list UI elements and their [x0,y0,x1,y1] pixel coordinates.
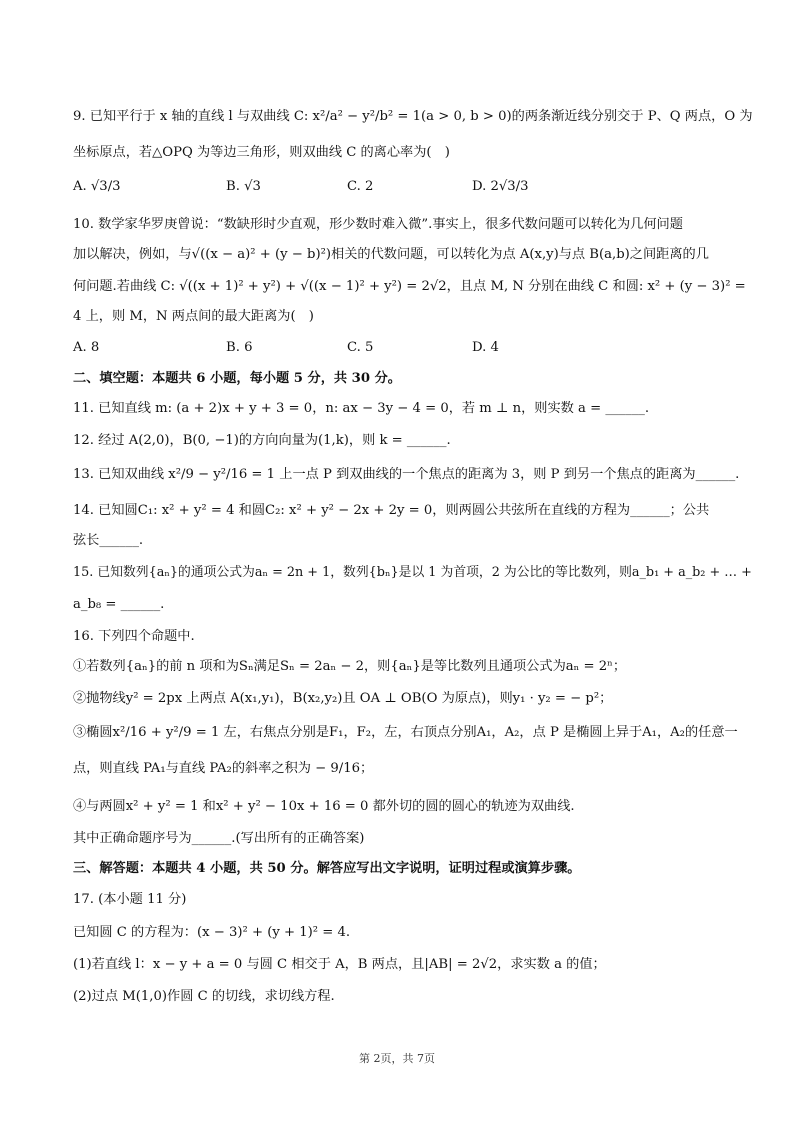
q16-tail: 其中正确命题序号为______.(写出所有的正确答案) [73,831,365,846]
q10-line4: 4 上，则 M，N 两点间的最大距离为( ) [73,309,314,324]
q16-proposition-3b: 点，则直线 PA₁与直线 PA₂的斜率之积为 − 9/16； [73,761,374,776]
q16-proposition-4: ④与两圆x² + y² = 1 和x² + y² − 10x + 16 = 0 都外切的圆的圆心的轨迹为双曲线. [73,799,575,814]
q14-line1: 14. 已知圆C₁: x² + y² = 4 和圆C₂: x² + y² − 2x + 2y = 0，则两圆公共弦所在直线的方程为______；公共 [73,503,710,518]
q16-proposition-3a: ③椭圆x²/16 + y²/9 = 1 左，右焦点分别是F₁，F₂，左，右顶点分别A₁，A₂，点 P 是椭圆上异于A₁，A₂的任意一 [73,725,738,740]
q11: 11. 已知直线 m: (a + 2)x + y + 3 = 0，n: ax − 3y − 4 = 0，若 m ⊥ n，则实数 a = ______. [73,401,650,416]
q10-option-a: A. 8 [73,340,100,355]
q14-line2: 弦长______. [73,533,144,548]
q17-head: 17. (本小题 11 分) [73,892,187,907]
q9-option-b: B. √3 [226,179,261,194]
q17-stem: 已知圆 C 的方程为：(x − 3)² + (y + 1)² = 4. [73,925,351,940]
q16-intro: 16. 下列四个命题中. [73,629,195,644]
q17-part1: (1)若直线 l：x − y + a = 0 与圆 C 相交于 A，B 两点，且|AB| = 2√2，求实数 a 的值； [73,957,606,972]
q16-proposition-1: ①若数列{aₙ}的前 n 项和为Sₙ满足Sₙ = 2aₙ − 2，则{aₙ}是等比数列且通项公式为aₙ = 2ⁿ； [73,659,627,674]
q10-line1: 10. 数学家华罗庚曾说：“数缺形时少直观，形少数时难入微”.事实上，很多代数问题可以转化为几何问题 [73,217,683,232]
q9-line1: 9. 已知平行于 x 轴的直线 l 与双曲线 C: x²/a² − y²/b² = 1(a > 0, b > 0)的两条渐近线分别交于 P、Q 两点，O 为 [73,109,753,124]
q16-proposition-2: ②抛物线y² = 2px 上两点 A(x₁,y₁)，B(x₂,y₂)且 OA ⊥ OB(O 为原点)，则y₁ · y₂ = − p²； [73,691,613,706]
q12: 12. 经过 A(2,0)，B(0, −1)的方向向量为(1,k)，则 k = ______. [73,433,451,448]
q15-line2: a_b₈ = ______. [73,597,165,612]
q10-line2: 加以解决，例如，与√((x − a)² + (y − b)²)相关的代数问题，可以转化为点 A(x,y)与点 B(a,b)之间距离的几 [73,247,709,262]
q9-option-c: C. 2 [347,179,374,194]
section2-heading: 二、填空题：本题共 6 小题，每小题 5 分，共 30 分。 [73,371,401,386]
q10-option-c: C. 5 [347,340,374,355]
page-footer: 第 2页，共 7页 [359,1052,435,1065]
q9-option-d: D. 2√3/3 [472,179,529,194]
q10-line3: 何问题.若曲线 C: √((x + 1)² + y²) + √((x − 1)² + y²) = 2√2，且点 M, N 分别在曲线 C 和圆: x² + (y − 3)² = [73,279,746,294]
q10-option-d: D. 4 [472,340,499,355]
q15-line1: 15. 已知数列{aₙ}的通项公式为aₙ = 2n + 1，数列{bₙ}是以 1 为首项，2 为公比的等比数列，则a_b₁ + a_b₂ + … + [73,565,752,580]
q13: 13. 已知双曲线 x²/9 − y²/16 = 1 上一点 P 到双曲线的一个焦点的距离为 3，则 P 到另一个焦点的距离为______. [73,467,740,482]
section3-heading: 三、解答题：本题共 4 小题，共 50 分。解答应写出文字说明，证明过程或演算步骤。 [73,861,581,876]
q9-option-a: A. √3/3 [73,179,121,194]
q9-line2: 坐标原点，若△OPQ 为等边三角形，则双曲线 C 的离心率为( ) [73,145,450,160]
q17-part2: (2)过点 M(1,0)作圆 C 的切线，求切线方程. [73,989,335,1004]
q10-option-b: B. 6 [226,340,253,355]
